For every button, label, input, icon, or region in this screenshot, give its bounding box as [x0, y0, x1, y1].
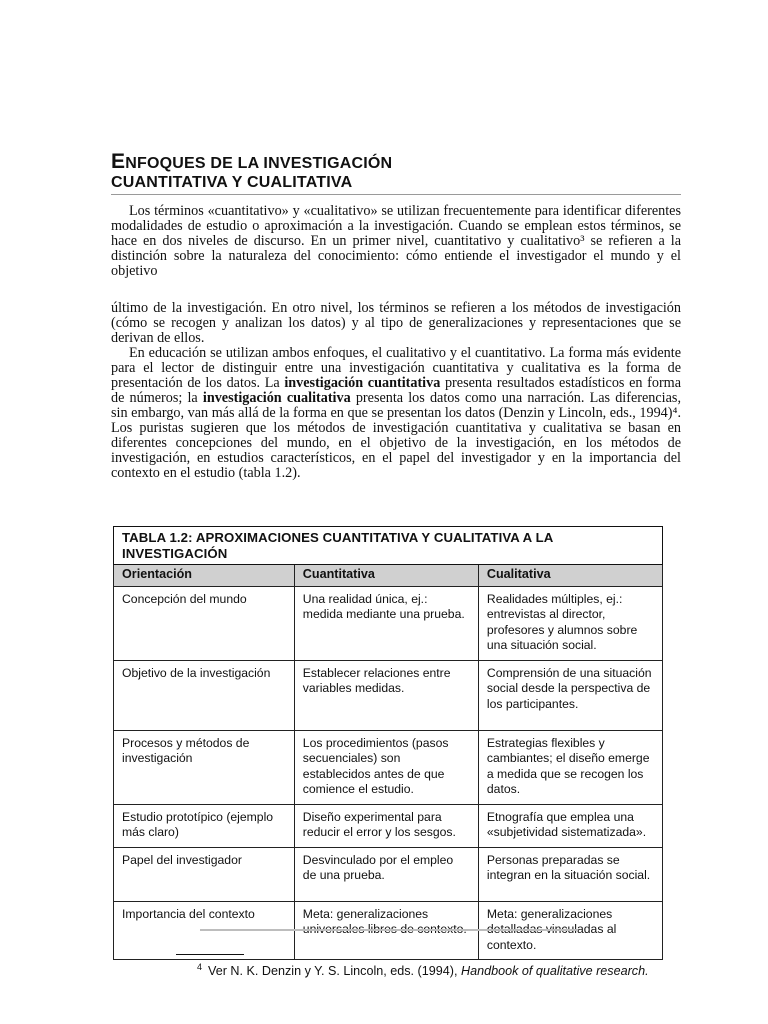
table-cell: Etnografía que emplea una «subjetividad sistematizada». [478, 804, 662, 847]
heading-rule [111, 194, 681, 195]
paragraph-2-text: último de la investigación. En otro nivel, los términos se refieren a los métodos de investigación (cómo se recogen y analizan los datos) y al tipo de generalizaciones y representaciones que se derivan de ellos. [111, 300, 681, 346]
table-cell: Establecer relaciones entre variables medidas. [294, 660, 478, 730]
footnote-number: 4 [197, 962, 203, 972]
comparison-table [113, 526, 663, 960]
table-cell: Importancia del contexto [114, 901, 295, 960]
footnote [197, 960, 697, 979]
table-cell: Realidades múltiples, ej.: entrevistas al director, profesores y alumnos sobre una situación social. [478, 586, 662, 660]
heading-line-2: CUANTITATIVA Y CUALITATIVA [111, 174, 353, 191]
table-cell: Diseño experimental para reducir el error y los sesgos. [294, 804, 478, 847]
footnote-rule [176, 954, 244, 955]
header-orientacion: Orientación [114, 565, 295, 587]
table-cell: Papel del investigador [114, 847, 295, 901]
table-cell: Desvinculado por el empleo de una prueba. [294, 847, 478, 901]
table-cell: Procesos y métodos de investigación [114, 730, 295, 804]
paragraph-3 [111, 346, 681, 481]
footnote-text: Ver N. K. Denzin y Y. S. Lincoln, eds. (1994), [208, 964, 461, 979]
table-shadow-rule [200, 929, 578, 931]
table-cell: Personas preparadas se integran en la situación social. [478, 847, 662, 901]
table-row [114, 804, 663, 847]
table-cell: Meta: generalizaciones detalladas vinculadas al contexto. [478, 901, 662, 960]
table-cell: Concepción del mundo [114, 586, 295, 660]
paragraph-1 [111, 204, 681, 279]
header-cuantitativa: Cuantitativa [294, 565, 478, 587]
table-caption: TABLA 1.2: APROXIMACIONES CUANTITATIVA Y CUALITATIVA A LA INVESTIGACIÓN [114, 527, 663, 565]
paragraph-1-text: Los términos «cuantitativo» y «cualitativo» se utilizan frecuentemente para identificar diferentes modalidades de estudio o aproximación a la investigación. Cuando se emplean estos términos, se hace en dos niveles de discurso. En un primer nivel, cuantitativo y cualitativo³ se refieren a la distinción sobre la naturaleza del conocimiento: cómo entiende el investigador el mundo y el objetivo [111, 203, 681, 279]
table-row [114, 586, 663, 660]
table-cell: Objetivo de la investigación [114, 660, 295, 730]
paragraph-2 [111, 301, 681, 346]
table-cell: Una realidad única, ej.: medida mediante una prueba. [294, 586, 478, 660]
table-cell: Comprensión de una situación social desde la perspectiva de los participantes. [478, 660, 662, 730]
table-cell: Estrategias flexibles y cambiantes; el diseño emerge a medida que se recogen los datos. [478, 730, 662, 804]
header-cualitativa: Cualitativa [478, 565, 662, 587]
paragraph-3-text-a: En educación se utilizan ambos enfoques, el cualitativo y el cuantitativo. La forma más evidente para el lector de distinguir entre una investigación cuantitativa y cualitativa es la forma de presentación de los datos. La [111, 345, 681, 391]
term-qualitative: investigación cualitativa [202, 390, 351, 406]
table-cell: Estudio prototípico (ejemplo más claro) [114, 804, 295, 847]
table-row [114, 660, 663, 730]
table-cell: Meta: generalizaciones universales libres de contexto. [294, 901, 478, 960]
footnote-book-title: Handbook of qualitative research. [460, 964, 649, 979]
section-heading [111, 152, 681, 192]
heading-line-1: ENFOQUES DE LA INVESTIGACIÓN [111, 150, 393, 173]
paragraph-3-text-e: presenta los datos como una narración. Las diferencias, sin embargo, van más allá de la forma en que se presentan los datos (Denzin y Lincoln, eds., 1994)⁴. Los puristas sugieren que los métodos de investigación cuantitativa y cualitativa se basan en diferentes concepciones del mundo, en el objetivo de la investigación, en los métodos de investigación, en estudios característicos, en el papel del investigador y en la importancia del contexto en el estudio (tabla 1.2). [111, 390, 681, 481]
table-cell: Los procedimientos (pasos secuenciales) son establecidos antes de que comience el estudio. [294, 730, 478, 804]
term-quantitative: investigación cuantitativa [284, 375, 441, 391]
table-row [114, 730, 663, 804]
paragraph-3-text-c: presenta resultados estadísticos en forma de números; la [111, 375, 681, 406]
table-row [114, 847, 663, 901]
